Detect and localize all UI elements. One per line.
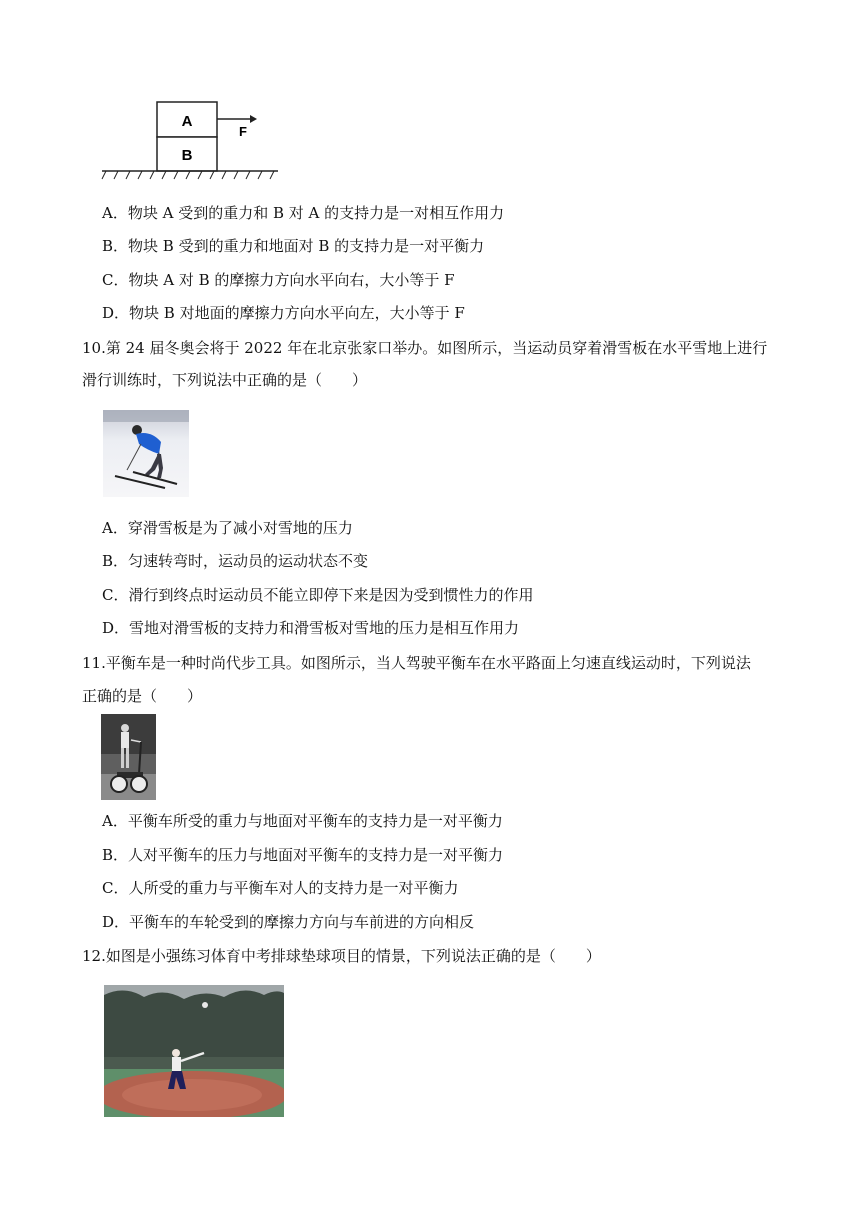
- q10-option-b: B．匀速转弯时，运动员的运动状态不变: [102, 552, 369, 570]
- q10-option-d: D．雪地对滑雪板的支持力和滑雪板对雪地的压力是相互作用力: [102, 619, 520, 637]
- q9-option-c: C．物块 A 对 B 的摩擦力方向水平向右，大小等于 F: [102, 271, 455, 289]
- force-label: F: [239, 124, 247, 139]
- skier-photo: [103, 410, 189, 497]
- force-arrowhead: [250, 115, 257, 123]
- blocks-diagram: [100, 96, 290, 184]
- balance-car-photo: [101, 714, 156, 800]
- q12-stem-line1: 12.如图是小强练习体育中考排球垫球项目的情景，下列说法正确的是（ ）: [82, 947, 601, 965]
- q10-stem-line1: 10.第 24 届冬奥会将于 2022 年在北京张家口举办。如图所示，当运动员穿着滑雪板在水平雪地上进行: [82, 339, 768, 357]
- q9-option-b: B．物块 B 受到的重力和地面对 B 的支持力是一对平衡力: [102, 237, 485, 255]
- q10-option-c: C．滑行到终点时运动员不能立即停下来是因为受到惯性力的作用: [102, 586, 534, 604]
- q11-option-b: B．人对平衡车的压力与地面对平衡车的支持力是一对平衡力: [102, 846, 504, 864]
- q9-option-d: D．物块 B 对地面的摩擦力方向水平向左，大小等于 F: [102, 304, 465, 322]
- volleyball-photo: [104, 985, 284, 1117]
- q11-option-c: C．人所受的重力与平衡车对人的支持力是一对平衡力: [102, 879, 459, 897]
- q11-option-d: D．平衡车的车轮受到的摩擦力方向与车前进的方向相反: [102, 913, 475, 931]
- block-a-label: A: [181, 113, 193, 130]
- q9-option-a: A．物块 A 受到的重力和 B 对 A 的支持力是一对相互作用力: [102, 204, 505, 222]
- q11-stem-line2: 正确的是（ ）: [82, 687, 203, 705]
- ground-hatch: [102, 171, 274, 179]
- q11-stem-line1: 11.平衡车是一种时尚代步工具。如图所示，当人驾驶平衡车在水平路面上匀速直线运动时，下列说法: [82, 654, 751, 672]
- q10-stem-line2: 滑行训练时，下列说法中正确的是（ ）: [82, 371, 368, 389]
- block-b-label: B: [181, 147, 193, 164]
- q11-option-a: A．平衡车所受的重力与地面对平衡车的支持力是一对平衡力: [102, 812, 503, 830]
- q10-option-a: A．穿滑雪板是为了减小对雪地的压力: [102, 519, 353, 537]
